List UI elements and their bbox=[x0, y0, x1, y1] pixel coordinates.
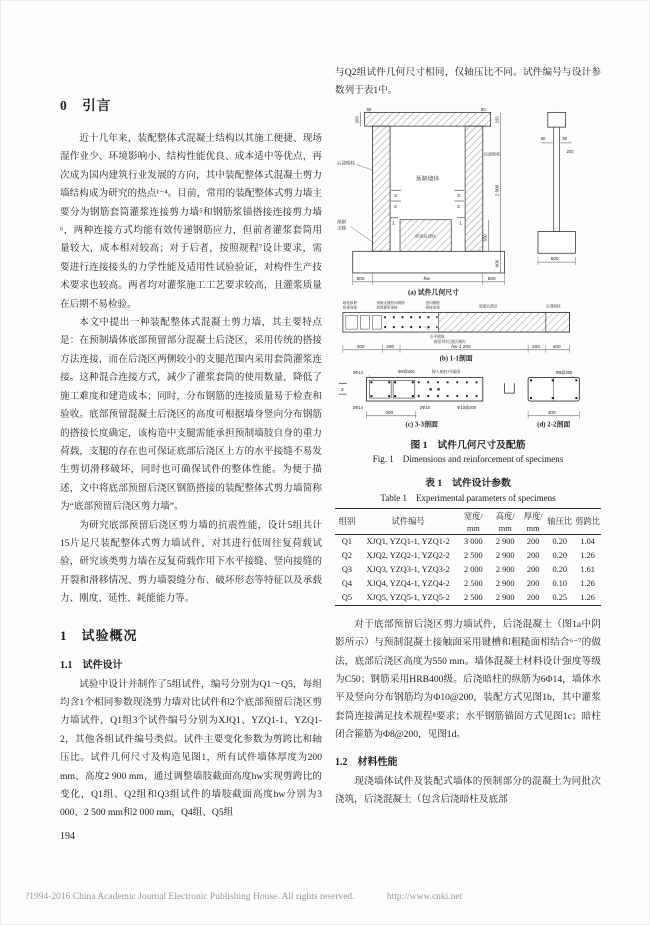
col-axial: 轴压比 bbox=[547, 517, 573, 527]
fig-b-label-4: 底部后浇区 bbox=[478, 304, 498, 309]
fig-a-leg-label-1: 预制 bbox=[336, 219, 347, 225]
fig-a-side-500: 500 bbox=[550, 256, 559, 262]
fig-cd-sections bbox=[339, 368, 579, 429]
fig-a-dim-600: 600 bbox=[494, 259, 500, 267]
figure-1-caption-cn: 图 1 试件几何尺寸及配筋 bbox=[410, 439, 526, 451]
table-1 bbox=[335, 508, 601, 606]
fig-b-label-3b: 搭接连接 bbox=[425, 305, 440, 310]
paragraph-specimen-design: 试验中设计并制作了5组试件，编号分别为Q1～Q5，每组均含1个相同参数现浇剪力墙对比试件和2个底部预留后浇区剪力墙试件，Q1组3个试件编号分别为XJQ1、YZQ1-1、YZQ1-2，其他各组试件编号类似。试件主要变化参数为剪跨比和轴压比。试件几何尺寸及构造见图1，所有试件墙体厚度为200 mm、高度2 900 mm，通过调整墙肢截面高度hw实现剪跨比的变化，Q1组、Q2组和Q3组试件的墙肢截面高度hw分别为3 000、2 500 mm和2 000 mm，Q4组、Q5组 bbox=[60, 678, 322, 819]
table-1-title-cn: 表 1 试件设计参数 bbox=[425, 477, 511, 489]
fig-c-label-6: Φ10@200 bbox=[457, 404, 477, 410]
fig-a-side-50r: 50 bbox=[562, 135, 568, 141]
paragraph-materials: 现浇墙体试件及装配式墙体的预制部分的混凝土为同批次浇筑，后浇混凝土（包含后浇暗柱及底部 bbox=[335, 775, 601, 806]
cnki-url: http://www.cnki.net bbox=[386, 892, 463, 902]
col-id: 试件编号 bbox=[391, 517, 425, 527]
table-row: Q1 XJQ1, YZQ1-1, YZQ1-2 3 000 2 900 200 0.20 1.04 bbox=[341, 537, 595, 547]
fig-b-caption: (b) 1-1剖面 bbox=[439, 355, 473, 363]
fig-c-caption: (c) 3-3剖面 bbox=[405, 421, 438, 429]
right-column bbox=[335, 64, 601, 809]
table-1-header bbox=[335, 508, 601, 534]
fig-d-dim: 400 bbox=[547, 410, 556, 416]
fig-b-label-2b: 套筒灌浆连接 bbox=[376, 305, 398, 310]
fig-b-label-7: 预留T形后浇区域内 bbox=[433, 339, 466, 344]
col-shear: 剪跨比 bbox=[575, 517, 601, 527]
col-thick: 厚度/ bbox=[523, 511, 543, 521]
fig-a-caption: (a) 试件几何尺寸 bbox=[408, 289, 460, 297]
fig-b-label-5: 后浇暗柱 bbox=[545, 304, 561, 309]
fig-b-label-2a: 预制支腿竖向钢筋 bbox=[376, 300, 405, 305]
fig-b-dim-1: 400 bbox=[356, 344, 365, 350]
table-row: Q3 XJQ3, YZQ3-1, YZQ3-2 2 000 2 900 200 0.20 1.61 bbox=[341, 565, 595, 575]
figure-1-drawing bbox=[335, 105, 601, 435]
fig-a-mark-1-right: 1 bbox=[459, 221, 462, 227]
paragraph-intro-1: 近十几年来，装配整体式混凝土结构以其施工便捷、现场湿作业少、环境影响小、结构性能优良、成本适中等优点，再次成为国内建筑行业发展的方向，其中装配整体式混凝土剪力墙结构成为研究的热点¹⁻⁴。目前，常用的装配整体式剪力墙主要分为钢筋套筒灌浆连接剪力墙⁵和钢筋浆锚搭接连接剪力墙⁶，两种连接方式均能有效传递钢筋应力，但前者灌浆套筒用量较大，成本相对较高；对于后者，按照规程⁷设计要求，需要进行连接接头的力学性能及适用性试验验证，对构件生产技术要求也较高。两者均对灌浆施工工艺要求较高，且灌浆质量在后期不易检验。 bbox=[60, 133, 322, 310]
fig-a-side-200: 200 bbox=[566, 148, 574, 154]
fig-a-dim-top50l: 50 bbox=[366, 107, 372, 113]
fig-b-dim-3: hw-1 200 bbox=[451, 344, 471, 350]
fig-c-label-4: 3Φ14 bbox=[352, 404, 363, 410]
fig-b-dim-4: 200 bbox=[532, 344, 540, 350]
paragraph-intro-2: 本文中提出一种装配整体式混凝土剪力墙，其主要特点是：在预制墙体底部预留部分混凝土后浇区，采用传统的搭接方法连接，而在后浇区两侧较小的支腿范围内采用套筒灌浆连接。这种混合连接方式，减少了灌浆套筒的使用数量，降低了施工难度和建造成本；同时，分布钢筋的连接质量易于检查和验收。底部预留混凝土后浇区的高度可根据墙身竖向分布钢筋的搭接长度确定，该构造中支腿需能承担预制墙肢自身的重力荷载，支腿的存在也可保证底部后浇区上方的水平接缝不易发生剪切滑移破坏，同时也可确保试件的整体性能。为便于描述，文中将底部预留后浇区钢筋搭接的装配整体式剪力墙简称为“底部预留后浇区剪力墙”。 bbox=[60, 317, 322, 513]
fig-a-leftcol-label: 后浇暗柱 bbox=[336, 160, 356, 166]
col-width: 宽度/ bbox=[463, 511, 483, 521]
table-1-block bbox=[335, 475, 601, 606]
fig-a-wall-label: 预制墙体 bbox=[415, 176, 440, 183]
fig-a-dim-top50r: 50 bbox=[480, 107, 486, 113]
col-group: 组别 bbox=[338, 517, 356, 527]
paragraph-continuation: 与Q2组试件几何尺寸相同，仅轴压比不同。试件编号与设计参数列于表1中。 bbox=[335, 67, 601, 97]
fig-b-dim-5: 400 bbox=[552, 344, 561, 350]
fig-a-mark-2-left: 2 bbox=[394, 204, 397, 210]
fig-a-dim-2900: 2 900 bbox=[494, 184, 500, 196]
col-height: 高度/ bbox=[495, 511, 515, 521]
fig-b-label-1a: 暗柱纵筋 bbox=[342, 300, 358, 305]
fig-a-mark-1-left: 1 bbox=[392, 221, 395, 227]
fig-b-dim-2: 200 bbox=[386, 344, 395, 350]
fig-a-mark-2-right: 2 bbox=[457, 204, 460, 210]
fig-d-label-1: Φ8@200 bbox=[555, 369, 573, 375]
section-1-2-heading: 1.2 材料性能 bbox=[335, 756, 398, 768]
col-width-unit: mm bbox=[466, 523, 480, 533]
fig-b-label-3a: 竖向钢筋 bbox=[425, 300, 440, 305]
fig-c-label-3: 伸入暗柱内锚固 bbox=[431, 368, 461, 374]
fig-b-section bbox=[343, 300, 570, 363]
page-number: 194 bbox=[60, 830, 75, 842]
paragraph-after-table: 对于底部预留后浇区剪力墙试件，后浇混凝土（图1a中阴影所示）与预制混凝土接触面采用键槽和粗糙面相结合⁶⁻⁷的做法，底部后浇区高度为550 mm。墙体混凝土材料设计强度等级为C50；钢筋采用HRB400级。后浇暗柱的纵筋为6Φ14，墙体水平及竖向分布钢筋均为Φ10@200，装配方式见图1b，其中灌浆套筒连接满足技术规程⁸要求；水平钢筋锚固方式见图1c；暗柱闭合箍筋为Φ8@200，见图1d。 bbox=[335, 618, 601, 741]
section-0-heading: 0 引言 bbox=[60, 98, 112, 113]
fig-a-dim-150: 150 bbox=[494, 116, 500, 124]
fig-a-mark-3-left: 3 bbox=[394, 193, 397, 199]
fig-a-elevation bbox=[337, 107, 575, 296]
fig-a-leg-label-2: 支腿 bbox=[336, 225, 347, 231]
fig-c-label-1: 3Φ14 bbox=[352, 369, 363, 375]
figure-1-caption-en: Fig. 1 Dimensions and reinforcement of specimens bbox=[372, 453, 564, 464]
fig-c-label-5: 2Φ16 bbox=[419, 404, 430, 410]
fig-d-caption: (d) 2-2剖面 bbox=[537, 421, 571, 429]
fig-a-dim-500l: 500 bbox=[356, 276, 365, 282]
copyright-text: ?1994-2016 China Academic Journal Electronic Publishing House. All rights reserved. bbox=[25, 892, 355, 902]
fig-a-rightcol-label: 后浇暗柱 bbox=[483, 151, 501, 157]
fig-b-label-1b: 搭接连接 bbox=[342, 305, 358, 310]
table-row: Q4 XJQ4, YZQ4-1, YZQ4-2 2 500 2 900 200 0.10 1.26 bbox=[341, 579, 595, 589]
fig-a-dim-550: 550 bbox=[482, 234, 488, 242]
section-1-1-heading: 1.1 试件设计 bbox=[60, 659, 123, 671]
fig-a-dim-hw: hw bbox=[423, 276, 430, 282]
paragraph-intro-3: 为研究底部预留后浇区剪力墙的抗震性能，设计5组共计15片足尺装配整体式剪力墙试件，对其进行低周往复荷载试验，研究该类剪力墙在反复荷载作用下水平接缝、竖向接缝的开裂和滑移情况、剪力墙裂缝分布、破坏形态等特征以及承载力、刚度、延性、耗能能力等。 bbox=[60, 519, 322, 605]
fig-c-dim: 400 bbox=[385, 410, 394, 416]
table-1-title-en: Table 1 Experimental parameters of specimens bbox=[380, 492, 556, 503]
col-height-unit: mm bbox=[498, 523, 512, 533]
col-thick-unit: mm bbox=[526, 523, 540, 533]
fig-a-dim-200: 200 bbox=[354, 115, 360, 124]
fig-a-dim-500r: 500 bbox=[487, 276, 496, 282]
fig-c-mark: 3 bbox=[340, 387, 344, 393]
fig-a-side-50l: 50 bbox=[540, 135, 546, 141]
left-column bbox=[60, 92, 322, 842]
fig-a-mark-3-right: 3 bbox=[457, 193, 460, 199]
fig-a-pourzone-label: 底部后浇区 bbox=[415, 233, 437, 239]
scan-footer bbox=[25, 892, 635, 902]
table-row: Q5 XJQ5, YZQ5-1, YZQ5-2 2 500 2 900 200 0.25 1.26 bbox=[341, 593, 595, 603]
fig-b-label-6: 水平钢筋 bbox=[429, 334, 445, 339]
table-row: Q2 XJQ2, YZQ2-1, YZQ2-2 2 500 2 900 200 0.20 1.26 bbox=[341, 551, 595, 561]
figure-1 bbox=[335, 105, 601, 465]
section-1-heading: 1 试验概况 bbox=[60, 627, 138, 643]
fig-c-label-2: Φ8@200 bbox=[398, 368, 415, 374]
